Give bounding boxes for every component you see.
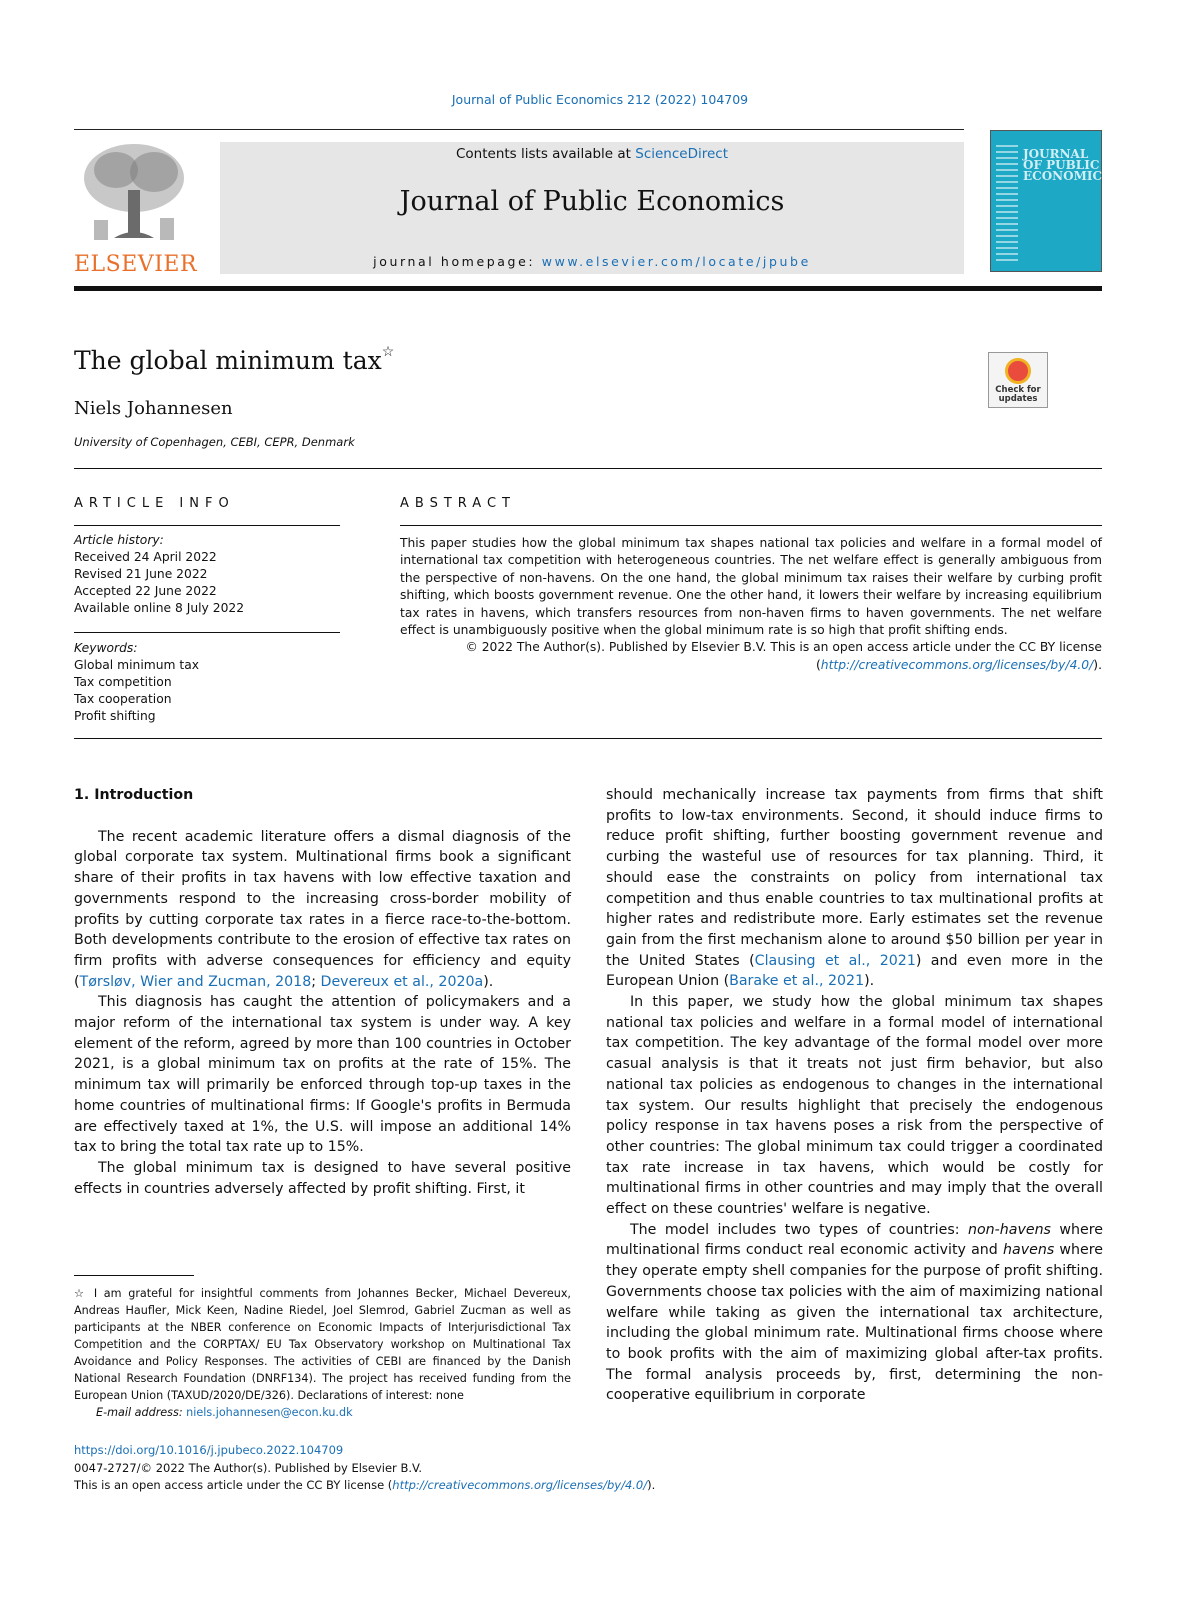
homepage-link[interactable]: www.elsevier.com/locate/jpube xyxy=(541,254,811,269)
body-column-left xyxy=(74,785,571,1199)
paragraph: The recent academic literature offers a dismal diagnosis of the global corporate tax system. Multinational firms book a significant share of their profits in tax havens with low effective taxation and governments respond to the increasing cross-border mobility of profits by cutting corporate tax rates in a fierce race-to-the-bottom. Both developments contribute to the erosion of effective tax rates on firm profits with adverse consequences for efficiency and equity (Tørsløv, Wier and Zucman, 2018; Devereux et al., 2020a). xyxy=(74,828,571,990)
paragraph: In this paper, we study how the global minimum tax shapes national tax policies and welfare in a formal model of international tax competition. The key advantage of the formal model over more casual analysis is that it treats not just firm behavior, but also national tax policies as endogenous to changes in the international tax system. Our results highlight that precisely the endogenous policy response in tax havens poses a risk from the perspective of other countries: The global minimum tax could trigger a coordinated tax rate increase in tax havens, which would be costly for multinational firms in other countries and may imply that the overall effect on these countries' welfare is negative. xyxy=(606,994,1103,1218)
journal-cover-thumbnail xyxy=(990,130,1111,272)
abstract-rule xyxy=(400,525,1102,526)
article-info-heading: ARTICLE INFO xyxy=(74,496,235,511)
journal-citation[interactable]: Journal of Public Economics 212 (2022) 104709 xyxy=(451,92,749,107)
crossmark-label: Check for updates xyxy=(995,385,1041,404)
keyword-item: Tax cooperation xyxy=(74,692,172,706)
keywords-rule xyxy=(74,632,340,633)
keyword-item: Profit shifting xyxy=(74,709,156,723)
abstract-copyright: © 2022 The Author(s). Published by Elsevier B.V. This is an open access article under the CC BY license (http://creativecommons.org/licenses/by/4.0/). xyxy=(465,640,1102,672)
journal-banner xyxy=(220,142,964,274)
history-item: Available online 8 July 2022 xyxy=(74,601,245,615)
abstract-heading: ABSTRACT xyxy=(400,496,516,511)
sciencedirect-link[interactable]: ScienceDirect xyxy=(635,146,729,162)
keyword-item: Global minimum tax xyxy=(74,658,200,672)
elsevier-wordmark: ELSEVIER xyxy=(74,252,198,277)
article-title: The global minimum tax☆ xyxy=(74,344,395,375)
section-heading: 1. Introduction xyxy=(74,787,194,803)
abstract-body xyxy=(400,535,1102,674)
citation-link[interactable]: Tørsløv, Wier and Zucman, 2018 xyxy=(79,973,312,990)
footnote-mark: ☆ xyxy=(74,1287,88,1300)
keywords-label: Keywords: xyxy=(74,641,138,655)
paragraph: The model includes two types of countries: non-havens where multinational firms conduct real economic activity and havens where they operate empty shell companies for the purpose of profit shifting. Governments choose tax policies with the aim of maximizing national welfare while taking as given the international tax architecture, including the global minimum rate. Multinational firms choose where to book profits with the aim of maximizing global after-tax profits. The formal analysis proceeds by, first, determining the non-cooperative equilibrium in corporate xyxy=(606,1221,1103,1404)
keywords xyxy=(74,640,354,725)
crossmark-icon xyxy=(1005,358,1031,384)
title-footnote-mark[interactable]: ☆ xyxy=(381,344,395,360)
author-affiliation: University of Copenhagen, CEBI, CEPR, Denmark xyxy=(74,435,355,449)
history-item: Accepted 22 June 2022 xyxy=(74,584,217,598)
history-label: Article history: xyxy=(74,533,164,547)
keyword-item: Tax competition xyxy=(74,675,172,689)
license-line: This is an open access article under the CC BY license (http://creativecommons.org/licenses/by/4.0/). xyxy=(74,1478,656,1492)
email-link[interactable]: niels.johannesen@econ.ku.dk xyxy=(186,1406,353,1419)
header-rule xyxy=(74,129,964,130)
footer-license-link[interactable]: http://creativecommons.org/licenses/by/4.0/ xyxy=(392,1478,648,1492)
journal-title: Journal of Public Economics xyxy=(399,186,785,217)
contents-line: Contents lists available at ScienceDirect xyxy=(455,146,729,162)
paragraph: should mechanically increase tax payments from firms that shift profits to low-tax environments. Second, it should induce firms to reduce profit shifting, further boosting government revenue and curbing the wasteful use of resources for tax planning. Third, it should ease the constraints on policy from international tax competition and thus enable countries to tax multinational profits at higher rates and redistribute more. Early estimates set the revenue gain from the first mechanism alone to around $50 billion per year in the United States (Clausing et al., 2021) and even more in the European Union (Barake et al., 2021). xyxy=(606,787,1103,990)
article-history xyxy=(74,532,354,617)
abstract-end-rule xyxy=(74,738,1102,739)
history-item: Revised 21 June 2022 xyxy=(74,567,208,581)
article-info-rule xyxy=(74,525,340,526)
cover-title: JOURNAL OF PUBLIC ECONOMICS xyxy=(1023,147,1111,183)
history-item: Received 24 April 2022 xyxy=(74,550,217,564)
paragraph: This diagnosis has caught the attention of policymakers and a major reform of the international tax system is under way. A key element of the reform, agreed by more than 100 countries in October 2021, is a global minimum tax on profits at the rate of 15%. The minimum tax will primarily be enforced through top-up taxes in the home countries of multinational firms: If Google's profits in Bermuda are effectively taxed at 1%, the U.S. will impose an additional 14% tax to bring the total tax rate up to 15%. xyxy=(74,994,571,1156)
citation-link[interactable]: Devereux et al., 2020a xyxy=(320,973,484,990)
footnote-rule xyxy=(74,1275,194,1276)
header-thick-rule xyxy=(74,286,1102,291)
footnote: ☆ I am grateful for insightful comments from Johannes Becker, Michael Devereux, Andreas Haufler, Mick Keen, Nadine Riedel, Joel Slemrod, Gabriel Zucman as well as participants at the NBER conference on Economic Impacts of Interjurisdictional Tax Competition and the CORPTAX/ EU Tax Observatory workshop on Multinational Tax Avoidance and Policy Responses. The activities of CEBI are financed by the Danish National Research Foundation (DNRF134). The project has received funding from the European Union (TAXUD/2020/DE/326). Declarations of interest: none E-mail address: niels.johannesen@econ.ku.dk xyxy=(74,1287,571,1419)
citation-link[interactable]: Clausing et al., 2021 xyxy=(754,952,916,969)
issn-line: 0047-2727/© 2022 The Author(s). Published by Elsevier B.V. xyxy=(74,1460,423,1475)
abstract-text: This paper studies how the global minimum tax shapes national tax policies and welfare in a formal model of international tax competition with heterogeneous countries. The net welfare effect is generally ambiguous from the perspective of non-havens. On the one hand, the global minimum tax raises their welfare by curbing profit shifting, which boosts government revenue. One the other hand, it lowers their welfare by increasing equilibrium tax rates in havens, which transfers resources from non-haven firms to haven governments. The net welfare effect is unambiguously positive when the global minimum rate is so high that profit shifting ends. xyxy=(400,536,1102,638)
section-rule xyxy=(74,468,1102,469)
crossmark-badge[interactable] xyxy=(988,352,1048,408)
elsevier-logo xyxy=(74,140,198,277)
article-footer xyxy=(74,1442,774,1495)
citation-link[interactable]: Barake et al., 2021 xyxy=(729,973,865,990)
tree-icon xyxy=(74,140,194,250)
paragraph: The global minimum tax is designed to have several positive effects in countries adversely affected by profit shifting. First, it xyxy=(74,1159,571,1197)
author-name[interactable]: Niels Johannesen xyxy=(74,398,233,419)
license-link[interactable]: http://creativecommons.org/licenses/by/4.0/ xyxy=(820,657,1094,672)
body-column-right xyxy=(606,785,1103,1406)
journal-homepage: journal homepage: www.elsevier.com/locate/jpube xyxy=(373,254,811,269)
doi-link[interactable]: https://doi.org/10.1016/j.jpubeco.2022.104709 xyxy=(74,1443,344,1457)
